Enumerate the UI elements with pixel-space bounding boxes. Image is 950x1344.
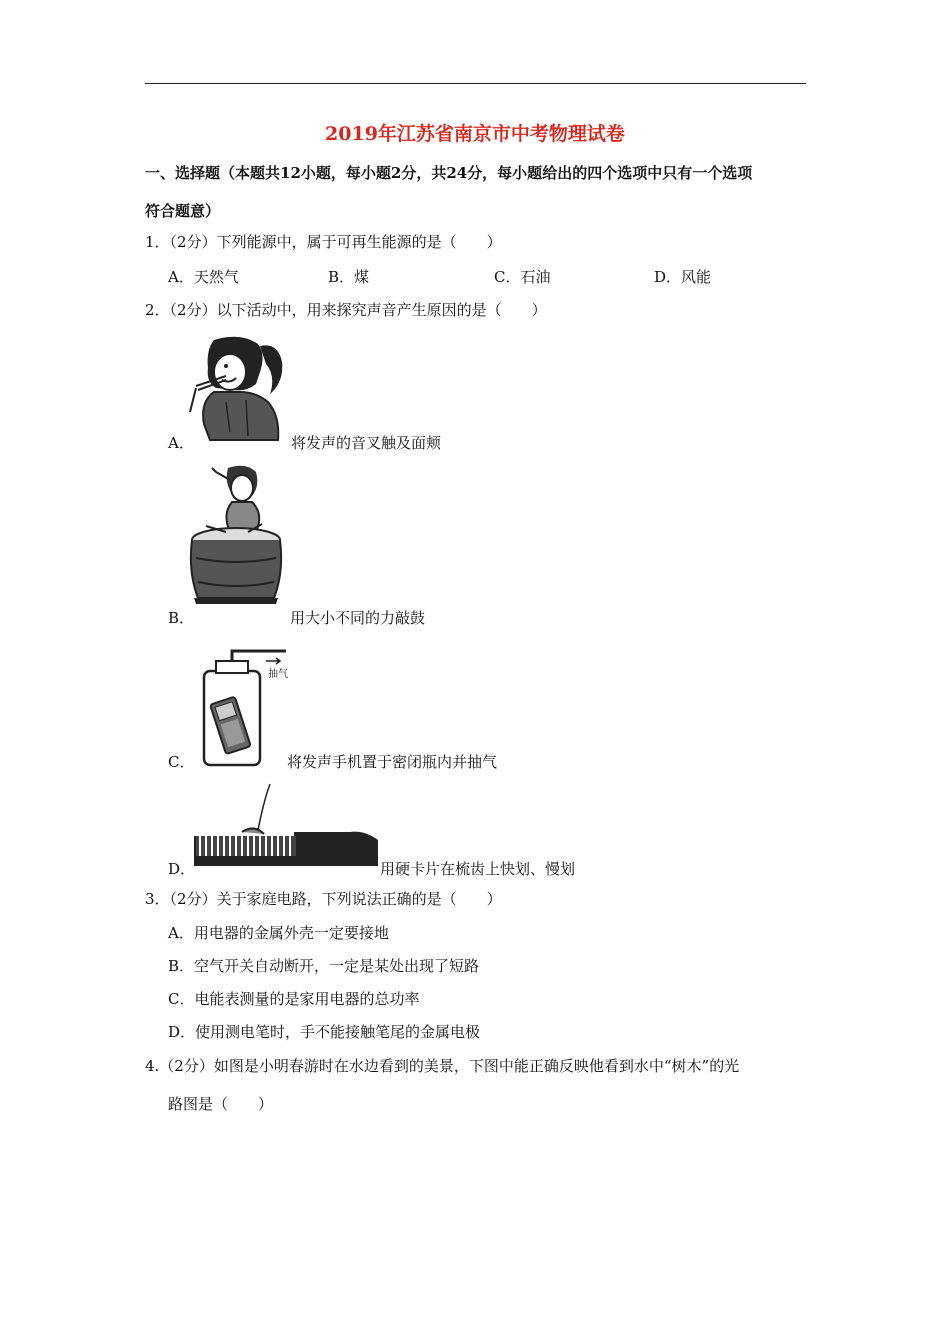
q2-option-c-letter: C．	[168, 753, 195, 771]
q2-option-a-text: 将发声的音叉触及面颊	[291, 434, 442, 452]
question-2-stem: 2．（2分）以下活动中，用来探究声音产生原因的是（ ）	[145, 301, 547, 319]
section-heading: 一、选择题（本题共12小题，每小题2分，共24分，每小题给出的四个选项中只有一个选项	[145, 164, 753, 182]
q2-option-d-letter: D．	[168, 860, 196, 878]
q3-option-d: D．使用测电笔时，手不能接触笔尾的金属电极	[168, 1023, 481, 1041]
q1-option-b: B．煤	[328, 268, 370, 286]
pump-label: 抽气	[268, 669, 288, 680]
section-heading-cont: 符合题意）	[145, 202, 221, 220]
q3-option-c: C．电能表测量的是家用电器的总功率	[168, 990, 420, 1008]
q3-option-b: B．空气开关自动断开，一定是某处出现了短路	[168, 957, 480, 975]
q1-option-d: D．风能	[654, 268, 712, 286]
drum-figure	[186, 462, 286, 610]
q2-option-a-letter: A．	[168, 434, 194, 452]
question-1-stem: 1．（2分）下列能源中，属于可再生能源的是（ ）	[145, 233, 502, 251]
q1-option-c: C．石油	[494, 268, 551, 286]
comb-figure	[194, 780, 378, 868]
bottle-phone-figure	[196, 647, 286, 767]
q2-option-b-text: 用大小不同的力敲鼓	[290, 609, 426, 627]
tuning-fork-figure	[186, 332, 286, 442]
header-rule	[145, 83, 806, 84]
question-3-stem: 3．（2分）关于家庭电路，下列说法正确的是（ ）	[145, 890, 502, 908]
q1-option-a: A．天然气	[168, 268, 239, 286]
question-4-stem: 4.（2分）如图是小明春游时在水边看到的美景，下图中能正确反映他看到水中“树木”的光	[145, 1057, 740, 1075]
q2-option-d-text: 用硬卡片在梳齿上快划、慢划	[380, 860, 576, 878]
q3-option-a: A．用电器的金属外壳一定要接地	[168, 924, 389, 942]
q2-option-c-text: 将发声手机置于密闭瓶内并抽气	[287, 753, 498, 771]
q2-option-b-letter: B．	[168, 609, 195, 627]
question-4-stem-cont: 路图是（ ）	[168, 1095, 274, 1113]
page-title: 2019年江苏省南京市中考物理试卷	[325, 123, 625, 145]
